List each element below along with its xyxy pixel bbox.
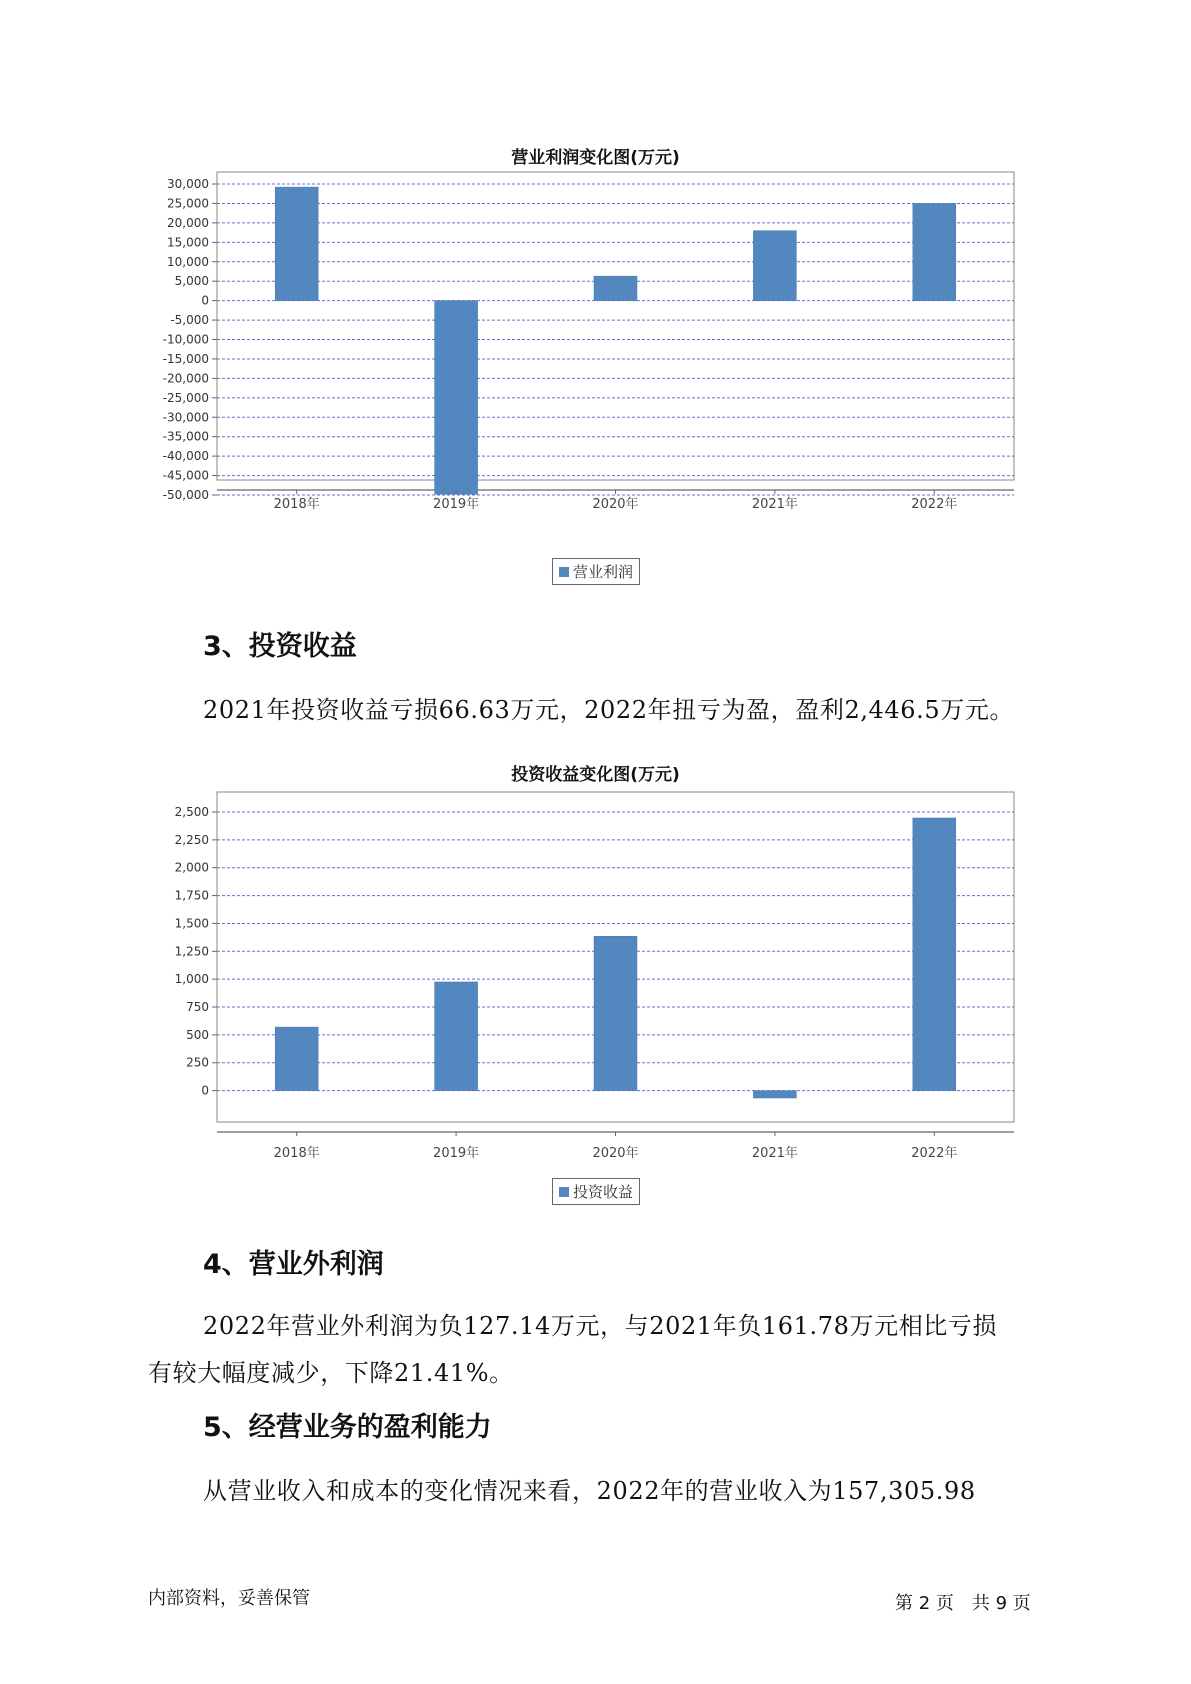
x-tick-label: 2021年	[751, 1146, 798, 1161]
x-tick-label: 2020年	[592, 1146, 639, 1161]
section-4-paragraph-line-2: 有较大幅度减少，下降21.41%。	[148, 1359, 514, 1387]
x-tick-label: 2022年	[911, 1146, 958, 1161]
bar-2019年	[435, 982, 478, 1091]
bar-2021年	[753, 231, 796, 301]
y-tick-label: 0	[201, 293, 209, 308]
investment-income-legend	[552, 1178, 640, 1205]
plot-area	[217, 172, 1014, 480]
y-tick-label: -25,000	[162, 390, 209, 405]
y-tick-label: 1,500	[174, 916, 209, 931]
section-4-heading: 4、营业外利润	[203, 1249, 384, 1280]
y-tick-label: 10,000	[167, 254, 209, 269]
section-4-paragraph-line-1: 2022年营业外利润为负127.14万元，与2021年负161.78万元相比亏损	[203, 1312, 998, 1340]
bar-2018年	[275, 187, 318, 301]
operating-profit-chart	[150, 170, 1020, 550]
y-tick-label: 0	[201, 1083, 209, 1098]
x-tick-label: 2018年	[273, 497, 320, 512]
x-tick-label: 2018年	[273, 1146, 320, 1161]
y-tick-label: 250	[186, 1055, 209, 1070]
y-tick-label: -30,000	[162, 410, 209, 425]
bar-2019年	[435, 301, 478, 495]
legend-swatch	[559, 567, 569, 577]
operating-profit-chart-title: 营业利润变化图(万元)	[511, 148, 680, 168]
bar-2020年	[594, 936, 637, 1090]
bar-2022年	[913, 818, 956, 1091]
investment-income-chart-title: 投资收益变化图(万元)	[511, 765, 680, 785]
y-tick-label: 20,000	[167, 215, 209, 230]
legend-swatch	[559, 1187, 569, 1197]
x-tick-label: 2020年	[592, 497, 639, 512]
x-tick-label: 2021年	[751, 497, 798, 512]
bar-2020年	[594, 276, 637, 300]
y-tick-label: 1,000	[174, 972, 209, 987]
y-tick-label: 1,750	[174, 888, 209, 903]
footer-confidential-note: 内部资料，妥善保管	[148, 1588, 310, 1609]
y-tick-label: 2,250	[174, 832, 209, 847]
bar-2018年	[275, 1027, 318, 1091]
y-tick-label: 2,000	[174, 860, 209, 875]
investment-income-chart	[150, 790, 1020, 1175]
footer-page-number: 第 2 页 共 9 页	[895, 1593, 1031, 1614]
y-tick-label: -15,000	[162, 351, 209, 366]
y-tick-label: 25,000	[167, 196, 209, 211]
operating-profit-legend	[552, 558, 640, 585]
section-3-heading: 3、投资收益	[203, 631, 357, 662]
x-tick-label: 2019年	[433, 1146, 480, 1161]
bar-2021年	[753, 1091, 796, 1098]
x-tick-label: 2022年	[911, 497, 958, 512]
y-tick-label: 1,250	[174, 944, 209, 959]
investment-income-legend-label: 投资收益	[573, 1183, 634, 1201]
operating-profit-legend-label: 营业利润	[573, 563, 634, 581]
y-tick-label: -20,000	[162, 371, 209, 386]
y-tick-label: -10,000	[162, 332, 209, 347]
section-3-paragraph: 2021年投资收益亏损66.63万元，2022年扭亏为盈，盈利2,446.5万元。	[203, 696, 1015, 724]
y-tick-label: 15,000	[167, 235, 209, 250]
y-tick-label: -5,000	[170, 313, 209, 328]
y-tick-label: 30,000	[167, 177, 209, 191]
y-tick-label: -40,000	[162, 449, 209, 464]
y-tick-label: 500	[186, 1027, 209, 1042]
bar-2022年	[913, 203, 956, 300]
y-tick-label: -50,000	[162, 488, 209, 502]
section-5-heading: 5、经营业务的盈利能力	[203, 1412, 492, 1443]
y-tick-label: 750	[186, 1000, 209, 1015]
x-tick-label: 2019年	[433, 497, 480, 512]
y-tick-label: 2,500	[174, 805, 209, 819]
y-tick-label: 5,000	[174, 274, 209, 289]
y-tick-label: -35,000	[162, 429, 209, 444]
section-5-paragraph: 从营业收入和成本的变化情况来看，2022年的营业收入为157,305.98	[203, 1477, 976, 1505]
y-tick-label: -45,000	[162, 468, 209, 483]
